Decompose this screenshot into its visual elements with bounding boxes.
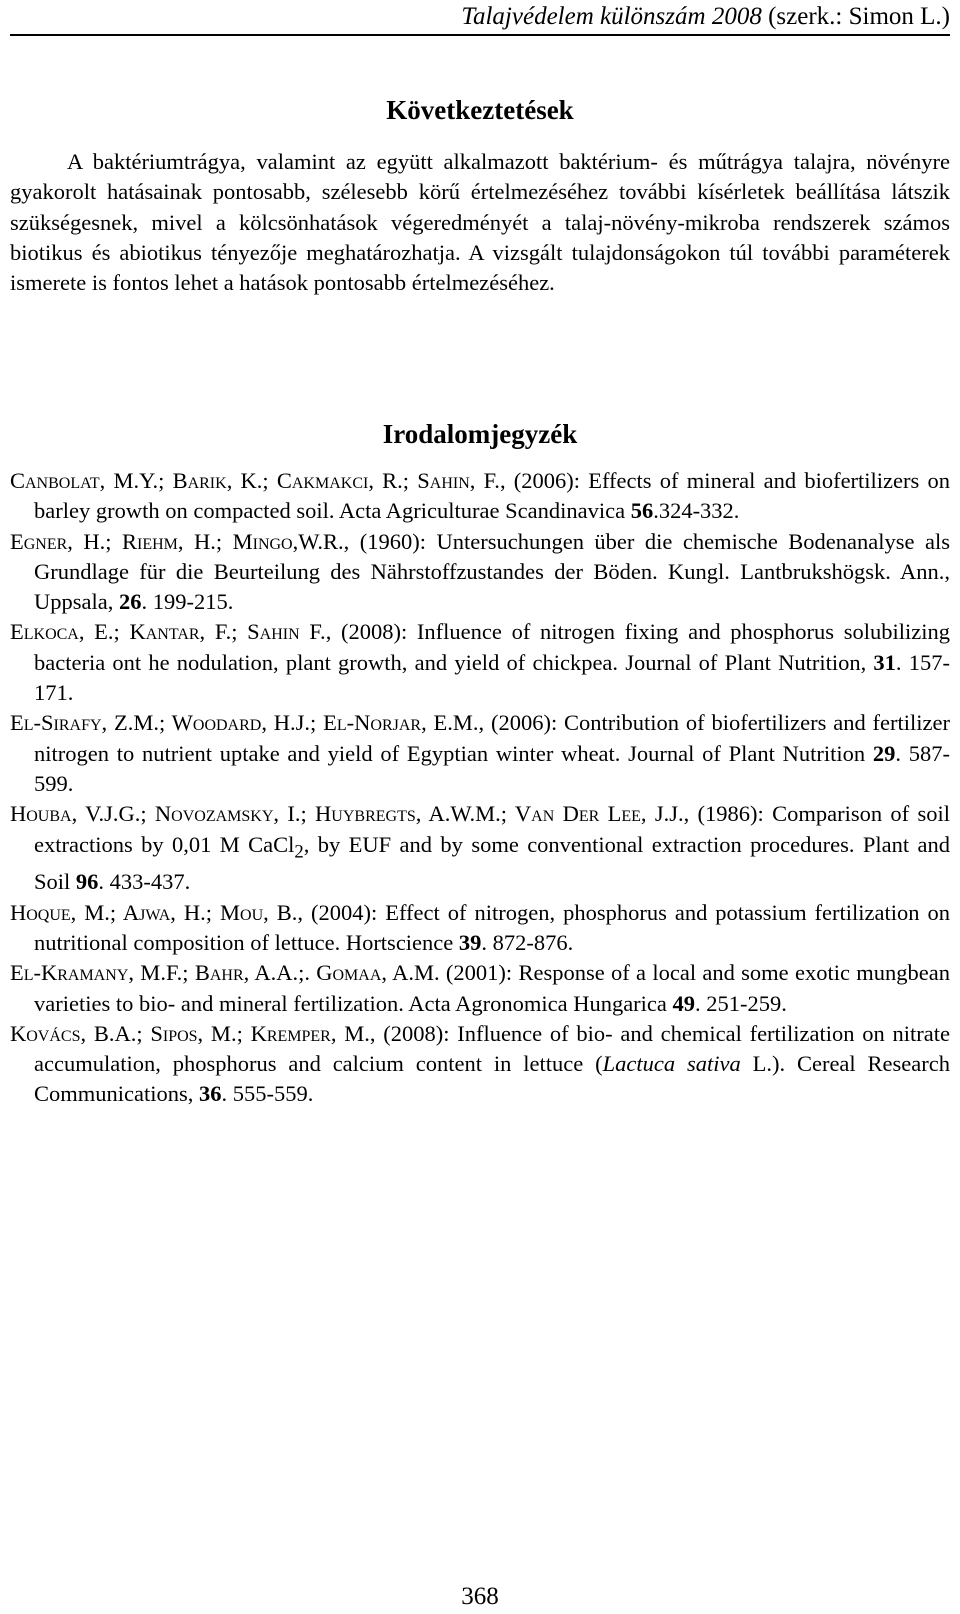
reference-volume: 49 <box>672 990 696 1016</box>
reference-item <box>10 799 950 897</box>
reference-subscript: 2 <box>294 841 304 863</box>
reference-authors: Canbolat, M.Y.; Barik, K.; Cakmakci, R.; Sahin, F. <box>10 468 500 493</box>
reference-volume: 31 <box>873 649 896 675</box>
reference-text: , (2004): Effect of nitrogen, phosphorus and potassium fertilization on nutritional composition of lettuce. Hortscience <box>34 899 950 955</box>
reference-volume: 56 <box>630 498 654 524</box>
reference-text: , (2008): Influence of nitrogen fixing and phosphorus solubilizing bacteria ont he nodulation, plant growth, and yield of chickpea. Journal of Plant Nutrition, <box>34 619 950 675</box>
reference-text: , (2008): Influence of bio- and chemical fertilization on nitrate accumulation, phosphorus and calcium content in lettuce ( <box>34 1020 950 1077</box>
reference-pages: . 157-171. <box>34 649 950 706</box>
reference-authors: Egner, H.; Riehm, H.; Mingo,W.R. <box>10 528 344 554</box>
header-rule <box>10 34 950 36</box>
reference-pages: . 433-437. <box>98 869 191 895</box>
reference-item <box>10 898 950 959</box>
reference-item <box>10 617 950 708</box>
reference-pages: . 251-259. <box>695 990 787 1016</box>
reference-authors: El-Sirafy, Z.M.; Woodard, H.J.; El-Norjar, E.M. <box>10 710 479 736</box>
reference-authors: Hoque, M.; Ajwa, H.; Mou, B. <box>10 899 298 925</box>
page-number: 368 <box>461 1583 499 1610</box>
reference-authors: Houba, V.J.G.; Novozamsky, I.; Huybregts, A.W.M.; Van Der Lee, J.J. <box>10 801 684 827</box>
reference-item <box>10 527 950 618</box>
reference-text: , (1986): Comparison of soil extractions by 0,01 M CaCl <box>34 801 951 857</box>
running-header <box>10 2 950 32</box>
reference-volume: 36 <box>199 1081 222 1107</box>
reference-pages: . 587-599. <box>34 740 950 796</box>
reference-pages: . 872-876. <box>481 929 574 955</box>
reference-volume: 26 <box>118 589 142 615</box>
reference-text: , (2006): Effects of mineral and biofertilizers on barley growth on compacted soil. Acta Agriculturae Scandinavica <box>34 468 950 524</box>
reference-authors: Elkoca, E.; Kantar, F.; Sahin F. <box>10 619 326 645</box>
reference-text: , (1960): Untersuchungen über die chemische Bodenanalyse als Grundlage für die Beurteilung des Nährstoffzustandes der Böden. Kungl. Lantbrukshögsk. Ann., Uppsala, <box>34 528 950 615</box>
references-heading: Irodalomjegyzék <box>382 419 578 449</box>
reference-item <box>10 1019 950 1110</box>
reference-pages: . 199-215. <box>141 589 234 615</box>
reference-pages: .324-332. <box>653 498 740 524</box>
journal-title: Talajvédelem különszám 2008 <box>461 3 762 30</box>
reference-item <box>10 958 950 1019</box>
reference-text-cont: L.). Cereal Research Communications, <box>34 1051 950 1107</box>
reference-authors: El-Kramany, M.F.; Bahr, A.A.;. Gomaa, A.M. <box>10 960 440 986</box>
conclusions-paragraph: A baktériumtrágya, valamint az együtt alkalmazott baktérium- és műtrágya talajra, növényre gyakorolt hatásainak pontosabb, szélesebb körű értelmezéséhez további kísérletek beállítása látszik szükségesnek, mivel a kölcsönhatások végeredményét a talaj-növény-mikroba rendszerek számos biotikus és abiotikus tényezője meghatározhatja. A vizsgált tulajdonságokon túl további paraméterek ismerete is fontos lehet a hatások pontosabb értelmezéséhez. <box>10 149 950 296</box>
reference-authors: Kovács, B.A.; Sipos, M.; Kremper, M. <box>10 1020 370 1046</box>
editor-note: (szerk.: Simon L.) <box>761 3 950 30</box>
reference-item <box>10 708 950 799</box>
reference-volume: 96 <box>75 869 99 895</box>
reference-text: (2001): Response of a local and some exotic mungbean varieties to bio- and mineral fertilization. Acta Agronomica Hungarica <box>34 960 950 1016</box>
reference-item <box>10 466 950 527</box>
reference-list <box>10 466 950 1110</box>
reference-volume: 39 <box>458 929 482 955</box>
reference-volume: 29 <box>872 740 896 766</box>
conclusions-heading: Következtetések <box>386 95 574 125</box>
reference-pages: . 555-559. <box>221 1081 314 1107</box>
reference-text: , (2006): Contribution of biofertilizers and fertilizer nitrogen to nutrient uptake and yield of Egyptian winter wheat. Journal of Plant Nutrition <box>34 710 950 766</box>
reference-species: Lactuca sativa <box>602 1051 741 1077</box>
reference-text-cont: , by EUF and by some conventional extraction procedures. Plant and Soil <box>34 831 950 895</box>
